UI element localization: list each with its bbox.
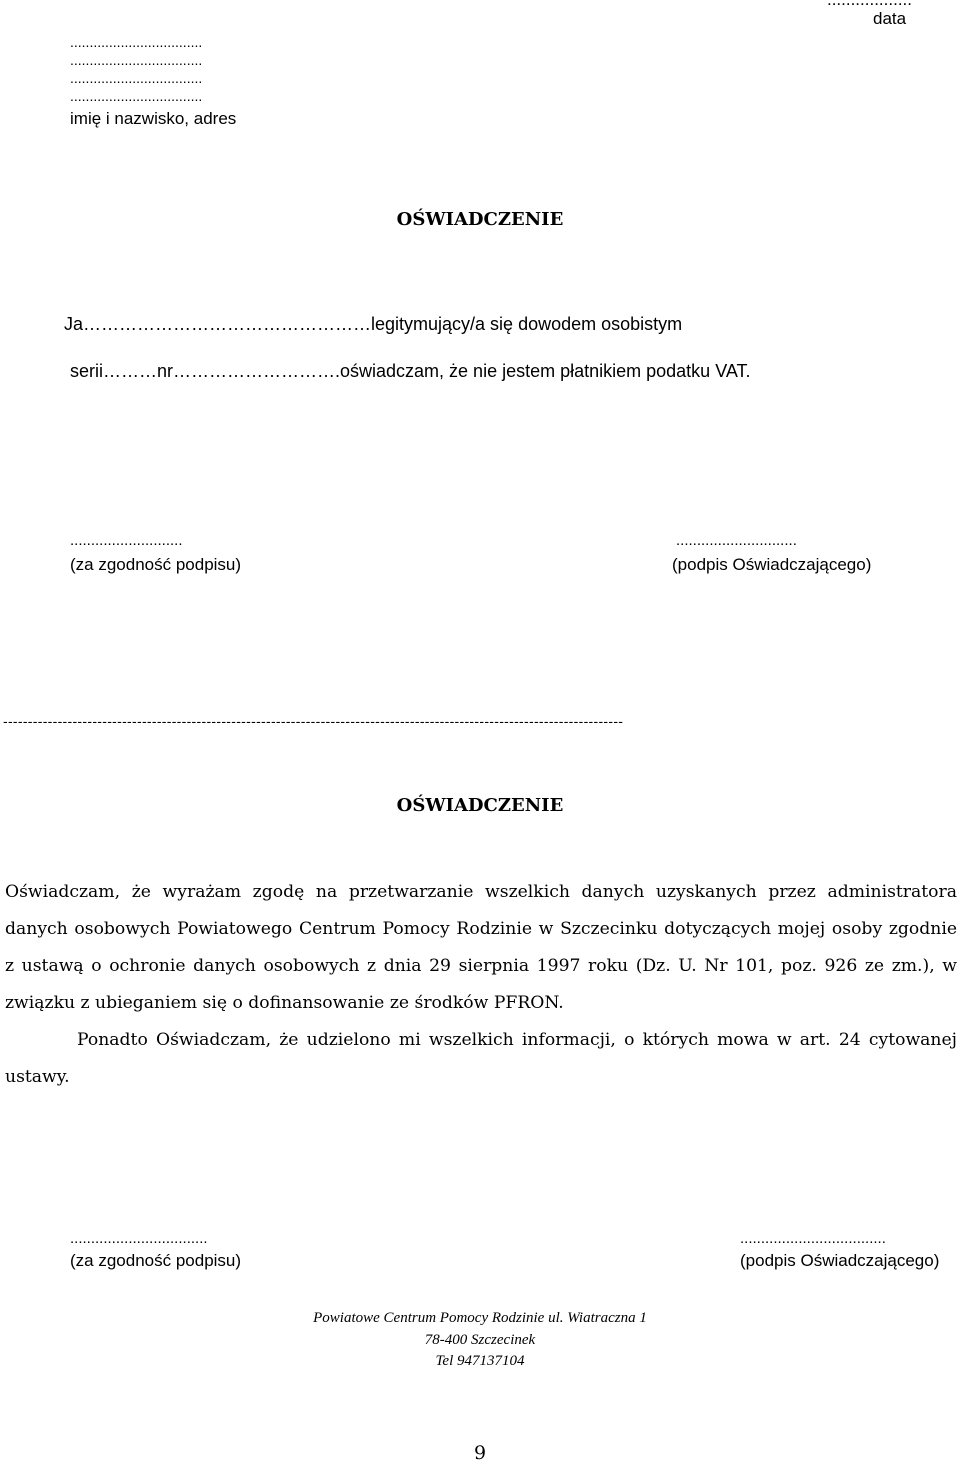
date-label: data <box>873 9 907 28</box>
sender-label: imię i nazwisko, adres <box>70 109 237 128</box>
sender-dots-line-1: .................................. <box>70 34 203 50</box>
statement2-title: OŚWIADCZENIE <box>396 795 564 816</box>
statement1-line2: serii………nr……………………….oświadczam, że nie jestem płatnikiem podatku VAT. <box>70 361 751 381</box>
statement1-line1: Ja…………………………………………legitymujący/a się dowodem osobistym <box>64 314 683 334</box>
statement2-right-signature-label: (podpis Oświadczającego) <box>740 1251 940 1270</box>
cut-line-separator: ----------------------------------------------------------------------------------------------------------------------------- <box>3 713 624 729</box>
statement1-right-signature-label: (podpis Oświadczającego) <box>672 555 872 574</box>
sender-dots-line-3: .................................. <box>70 70 203 86</box>
footer-phone-line: Tel 947137104 <box>435 1353 525 1369</box>
sender-dots-line-4: .................................. <box>70 88 203 104</box>
statement1-title: OŚWIADCZENIE <box>396 209 564 230</box>
statement1-right-signature-dots: ............................. <box>676 532 797 549</box>
statement2-paragraph-2: Ponadto Oświadczam, że udzielono mi wszelkich informacji, o których mowa w art. 24 cytowanej ustawy. <box>5 1030 957 1087</box>
page-number: 9 <box>473 1442 487 1464</box>
statement2-left-signature-label: (za zgodność podpisu) <box>70 1251 242 1270</box>
footer-address-line: Powiatowe Centrum Pomocy Rodzinie ul. Wiatraczna 1 <box>313 1310 647 1326</box>
footer-postal-line: 78-400 Szczecinek <box>424 1332 536 1348</box>
sender-dots-line-2: .................................. <box>70 52 203 68</box>
statement2-body <box>5 874 957 1096</box>
statement1-left-signature-label: (za zgodność podpisu) <box>70 555 242 574</box>
statement1-left-signature-dots: ........................... <box>70 532 183 549</box>
statement2-left-signature-dots: ................................. <box>70 1230 208 1247</box>
statement2-right-signature-dots: ................................... <box>740 1230 886 1247</box>
statement2-paragraph-1: Oświadczam, że wyrażam zgodę na przetwarzanie wszelkich danych uzyskanych przez administratora danych osobowych Powiatowego Centrum Pomocy Rodzinie w Szczecinku dotyczących mojej osoby zgodnie z ustawą o ochronie danych osobowych z dnia 29 sierpnia 1997 roku (Dz. U. Nr 101, poz. 926 ze zm.), w związku z ubieganiem się o dofinansowanie ze środków PFRON. <box>5 882 957 1013</box>
